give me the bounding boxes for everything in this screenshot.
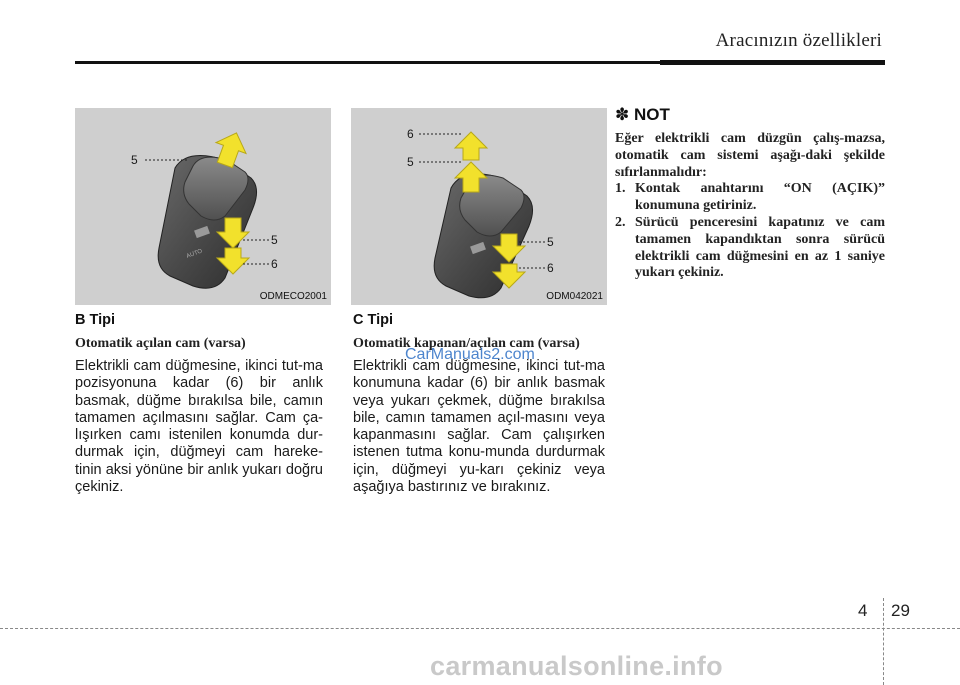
watermark-text: CarManuals2.com — [405, 346, 535, 363]
header-title: Aracınızın özellikleri — [715, 30, 882, 51]
step-number: 2. — [615, 214, 626, 230]
type-label-b: B Tipi — [75, 312, 116, 328]
subtitle-c: Otomatik kapanan/açılan cam (varsa) — [353, 336, 580, 351]
step-text: Kontak anahtarını “ON (AÇIK)” konumuna getiriniz. — [635, 181, 885, 214]
step-text: Sürücü penceresini kapatınız ve cam tamamen kapandıktan sonra sürücü elektrikli cam düğmesini en az 1 saniye yukarı çekiniz. — [635, 214, 885, 281]
figure-c-window-switch — [351, 108, 607, 305]
note-heading — [615, 105, 885, 125]
header-rule-accent — [660, 60, 885, 65]
footer-divider — [0, 628, 960, 629]
list-item — [615, 215, 885, 282]
footer-site-link[interactable]: carmanualsonline.info — [430, 651, 723, 681]
step-number: 1. — [615, 181, 626, 197]
chapter-number: 4 — [858, 601, 868, 620]
list-item — [615, 181, 885, 215]
footer-page-divider — [883, 598, 884, 685]
figure-b-window-switch — [75, 108, 331, 305]
note-title: NOT — [633, 105, 670, 124]
svg-text:AUTO: AUTO — [185, 248, 204, 260]
figure-label: 6 — [407, 127, 414, 141]
section-b-type — [75, 312, 333, 496]
subtitle-b: Otomatik açılan cam (varsa) — [75, 336, 246, 351]
note-intro: Eğer elektrikli cam düzgün çalış-mazsa, otomatik cam sistemi aşağı-daki şekilde sıfırlanmalıdır: — [615, 131, 885, 180]
figure-code: ODMECO2001 — [259, 291, 327, 302]
figure-label: 5 — [407, 155, 414, 169]
switch-illustration-c — [351, 108, 607, 305]
asterisk-icon: ✽ — [615, 105, 630, 124]
switch-illustration-b — [75, 108, 331, 305]
note-steps — [615, 181, 885, 282]
figure-code: ODM042021 — [546, 291, 603, 302]
body-c: Elektrikli cam düğmesine, ikinci tut-ma konumuna kadar (6) bir anlık basmak veya yukarı çekmek, düğme bırakılsa bile, camın tamamen açıl-masını veya kapanmasını sağlar. Cam çalışırken istenen tutma konu-munda durdurmak için, düğmeyi yu-karı çekiniz veya aşağıya bastırınız ve bırakınız. — [353, 358, 605, 496]
type-label-c: C Tipi — [353, 312, 394, 328]
body-b: Elektrikli cam düğmesine, ikinci tut-ma pozisyonuna kadar (6) bir anlık basmak, düğme bırakılsa bile, camın tamamen açılmasını sağlar. Cam ça-lışırken camı istenilen konumda dur-durmak için, düğmeyi cam hareke-tinin aksi yönüne bir anlık yukarı doğru çekiniz. — [75, 358, 323, 496]
figure-label: 5 — [131, 153, 138, 167]
figure-label: 6 — [271, 257, 278, 271]
figure-label: 5 — [547, 235, 554, 249]
section-c-type — [353, 312, 611, 496]
page-number: 29 — [891, 601, 910, 620]
figure-label: 5 — [271, 233, 278, 247]
note-section — [615, 105, 885, 282]
figure-label: 6 — [547, 261, 554, 275]
